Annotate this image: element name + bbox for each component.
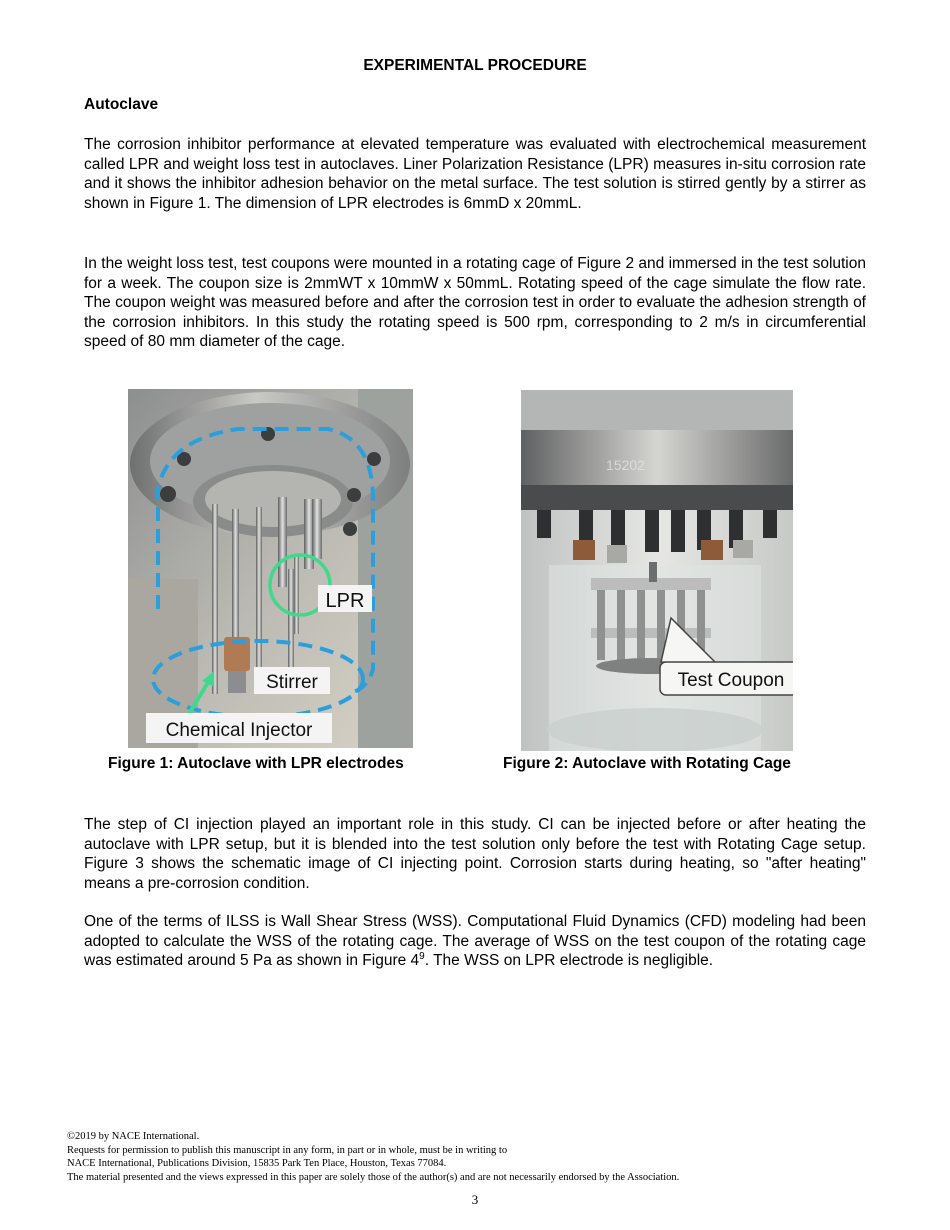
footer-address: NACE International, Publications Division, 15835 Park Ten Place, Houston, Texas 77084. — [67, 1158, 447, 1170]
autoclave-lpr-illustration — [128, 389, 413, 748]
paragraph-weight-loss: In the weight loss test, test coupons were mounted in a rotating cage of Figure 2 and immersed in the test solution for a week. The coupon size is 2mmWT x 10mmW x 50mmL. Rotating speed of the cage simulate the flow rate. The coupon weight was measured before and after the corrosion test in order to evaluate the adhesion strength of the corrosion inhibitors. In this study the rotating speed is 500 rpm, corresponding to 2 m/s in circumferential speed of 80 mm diameter of the cage. — [84, 255, 866, 351]
paragraph-wss — [84, 912, 866, 971]
subheading-autoclave: Autoclave — [84, 96, 159, 113]
footer-permission: Requests for permission to publish this manuscript in any form, in part or in whole, must be in writing to — [67, 1144, 508, 1156]
page-number: 3 — [471, 1192, 479, 1207]
figure-1-photo — [128, 389, 413, 748]
citation-superscript: 9 — [419, 951, 425, 963]
footer-disclaimer: The material presented and the views expressed in this paper are solely those of the author(s) and are not necessarily endorsed by the Association. — [67, 1171, 680, 1183]
footer-copyright: ©2019 by NACE International. — [67, 1131, 200, 1142]
figure-1-caption: Figure 1: Autoclave with LPR electrodes — [108, 755, 404, 772]
paragraph-ci-injection: The step of CI injection played an important role in this study. CI can be injected before or after heating the autoclave with LPR setup, but it is blended into the test solution only before the test with Rotating Cage setup. Figure 3 shows the schematic image of CI injecting point. Corrosion starts during heating, so "after heating" means a pre-corrosion condition. — [84, 816, 866, 892]
lpr-label: LPR — [325, 590, 365, 612]
wss-text-end: . The WSS on LPR electrode is negligible. — [424, 952, 714, 970]
stirrer-label: Stirrer — [266, 672, 318, 693]
wss-text: One of the terms of ILSS is Wall Shear Stress (WSS). Computational Fluid Dynamics (CFD) modeling had been adopted to calculate the WSS of the rotating cage. The average of WSS on the test coupon of the rotating cage was estimated around 5 Pa as shown in Figure 4 — [84, 913, 866, 970]
chemical-injector-label: Chemical Injector — [165, 720, 313, 741]
paragraph-lpr: The corrosion inhibitor performance at elevated temperature was evaluated with electrochemical measurement called LPR and weight loss test in autoclaves. Liner Polarization Resistance (LPR) measures in-situ corrosion rate and it shows the inhibitor adhesion behavior on the metal surface. The test solution is stirred gently by a stirrer as shown in Figure 1. The dimension of LPR electrodes is 6mmD x 20mmL. — [84, 136, 866, 212]
figure-2-caption: Figure 2: Autoclave with Rotating Cage — [503, 755, 791, 772]
copyright-footer — [67, 1130, 887, 1184]
test-coupon-label: Test Coupon — [677, 670, 785, 691]
figure-2-photo — [521, 390, 793, 751]
section-title: EXPERIMENTAL PROCEDURE — [363, 57, 587, 74]
flange-engraving: 15202 — [606, 457, 645, 473]
autoclave-rotating-cage-illustration — [521, 390, 793, 751]
